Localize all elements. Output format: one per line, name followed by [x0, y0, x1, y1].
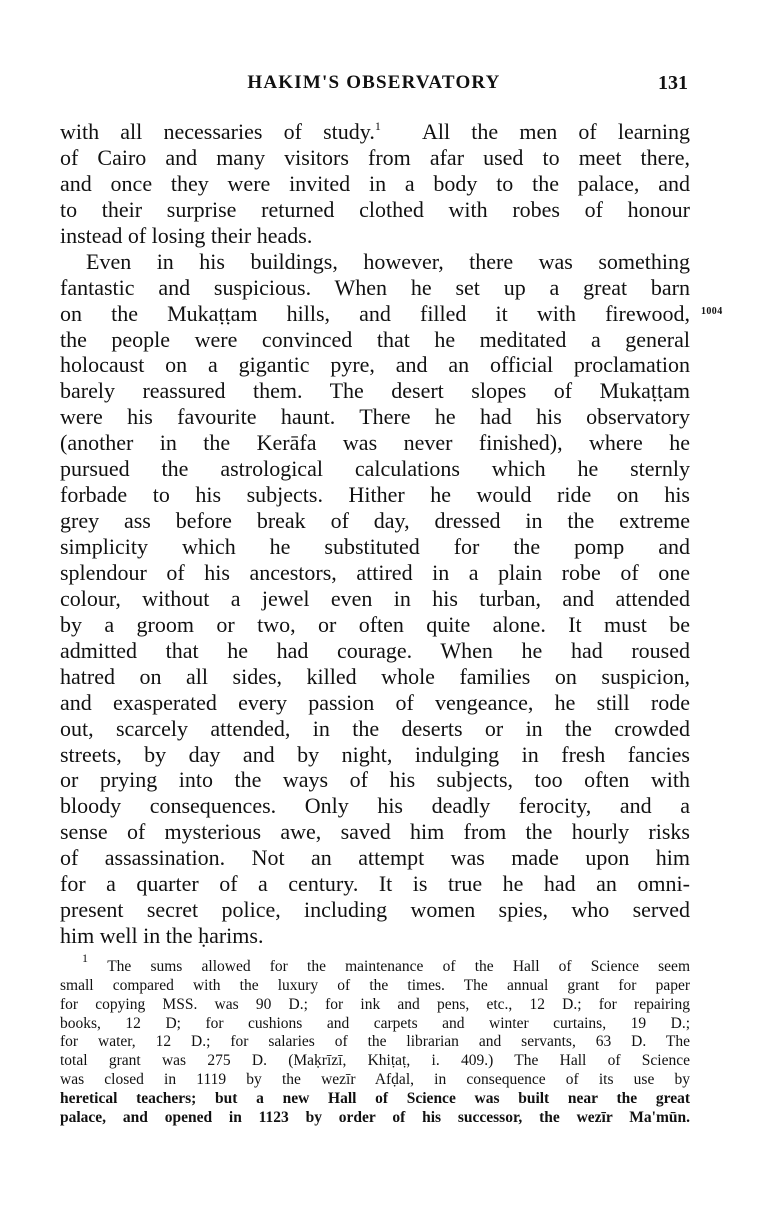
- footnote-line-content: The sums allowed for the maintenance of the Hall of Science seem: [107, 958, 690, 975]
- marginal-year: 1004: [701, 305, 723, 317]
- text-line: forbade to his subjects. Hither he would ride on his: [60, 482, 690, 508]
- text-line: out, scarcely attended, in the deserts or in the crowded: [60, 715, 690, 741]
- text-line: for a quarter of a century. It is true he had an omni-: [60, 871, 690, 897]
- text-line: of Cairo and many visitors from afar used to meet there,: [60, 144, 690, 170]
- text-line: sense of mysterious awe, saved him from the hourly risks: [60, 819, 690, 845]
- text-line: or prying into the ways of his subjects, too often with: [60, 767, 690, 793]
- footnote-line: for copying MSS. was 90 D.; for ink and pens, etc., 12 D.; for repairing: [60, 995, 690, 1013]
- footnote-line: [60, 951, 690, 977]
- footnote-line: for water, 12 D.; for salaries of the librarian and servants, 63 D. The: [60, 1033, 690, 1051]
- text-line: and once they were invited in a body to the palace, and: [60, 170, 690, 196]
- running-title: HAKIM'S OBSERVATORY: [247, 72, 501, 93]
- text-line: Even in his buildings, however, there was something: [86, 248, 690, 274]
- text-line-content: All the men of learning: [422, 119, 690, 144]
- text-line: barely reassured them. The desert slopes of Mukaṭṭam: [60, 378, 690, 404]
- footnote-line: books, 12 D; for cushions and carpets and winter curtains, 19 D.;: [60, 1014, 690, 1032]
- text-line: by a groom or two, or often quite alone. It must be: [60, 611, 690, 637]
- footnote-line: was closed in 1119 by the wezīr Afḍal, in consequence of its use by: [60, 1071, 690, 1089]
- footnote: [60, 951, 690, 1128]
- text-line: colour, without a jewel even in his turban, and attended: [60, 585, 690, 611]
- text-line-content: with all necessaries of study.: [60, 119, 375, 144]
- text-line: admitted that he had courage. When he had roused: [60, 637, 690, 663]
- text-line: holocaust on a gigantic pyre, and an official proclamation: [60, 352, 690, 378]
- footnote-line: small compared with the luxury of the times. The annual grant for paper: [60, 976, 690, 994]
- text-line: present secret police, including women spies, who served: [60, 897, 690, 923]
- footnote-line: heretical teachers; but a new Hall of Science was built near the great: [60, 1089, 690, 1107]
- text-line: (another in the Kerāfa was never finished), where he: [60, 430, 690, 456]
- main-text: [60, 119, 723, 949]
- page-number: 131: [658, 72, 688, 94]
- text-line: fantastic and suspicious. When he set up a great barn: [60, 274, 690, 300]
- footnote-line: total grant was 275 D. (Maḳrīzī, Khiṭaṭ, i. 409.) The Hall of Science: [60, 1052, 690, 1070]
- text-line: pursued the astrological calculations which he sternly: [60, 456, 690, 482]
- text-line: simplicity which he substituted for the pomp and: [60, 534, 690, 559]
- running-header: [60, 72, 688, 102]
- text-line: the people were convinced that he meditated a general: [60, 326, 690, 352]
- text-line: streets, by day and by night, indulging in fresh fancies: [60, 741, 690, 767]
- footnote-reference: 1: [374, 119, 381, 133]
- text-line-content: on the Mukaṭṭam hills, and filled it with firewood,: [60, 300, 690, 326]
- text-line: hatred on all sides, killed whole families on suspicion,: [60, 663, 690, 689]
- text-line: instead of losing their heads.: [60, 222, 313, 248]
- text-line: were his favourite haunt. There he had his observatory: [60, 404, 690, 430]
- text-line: splendour of his ancestors, attired in a plain robe of one: [60, 559, 690, 585]
- text-line: of assassination. Not an attempt was made upon him: [60, 845, 690, 871]
- footnote-marker: 1: [82, 951, 88, 965]
- text-line: to their surprise returned clothed with robes of honour: [60, 196, 690, 222]
- text-line: bloody consequences. Only his deadly ferocity, and a: [60, 793, 690, 819]
- text-line: and exasperated every passion of vengeance, he still rode: [60, 689, 690, 715]
- footnote-line: palace, and opened in 1123 by order of his successor, the wezīr Ma'mūn.: [60, 1108, 690, 1126]
- text-line: grey ass before break of day, dressed in the extreme: [60, 508, 690, 534]
- text-line: him well in the ḥarims.: [60, 923, 264, 949]
- text-line: [60, 119, 690, 145]
- text-line: [60, 300, 723, 327]
